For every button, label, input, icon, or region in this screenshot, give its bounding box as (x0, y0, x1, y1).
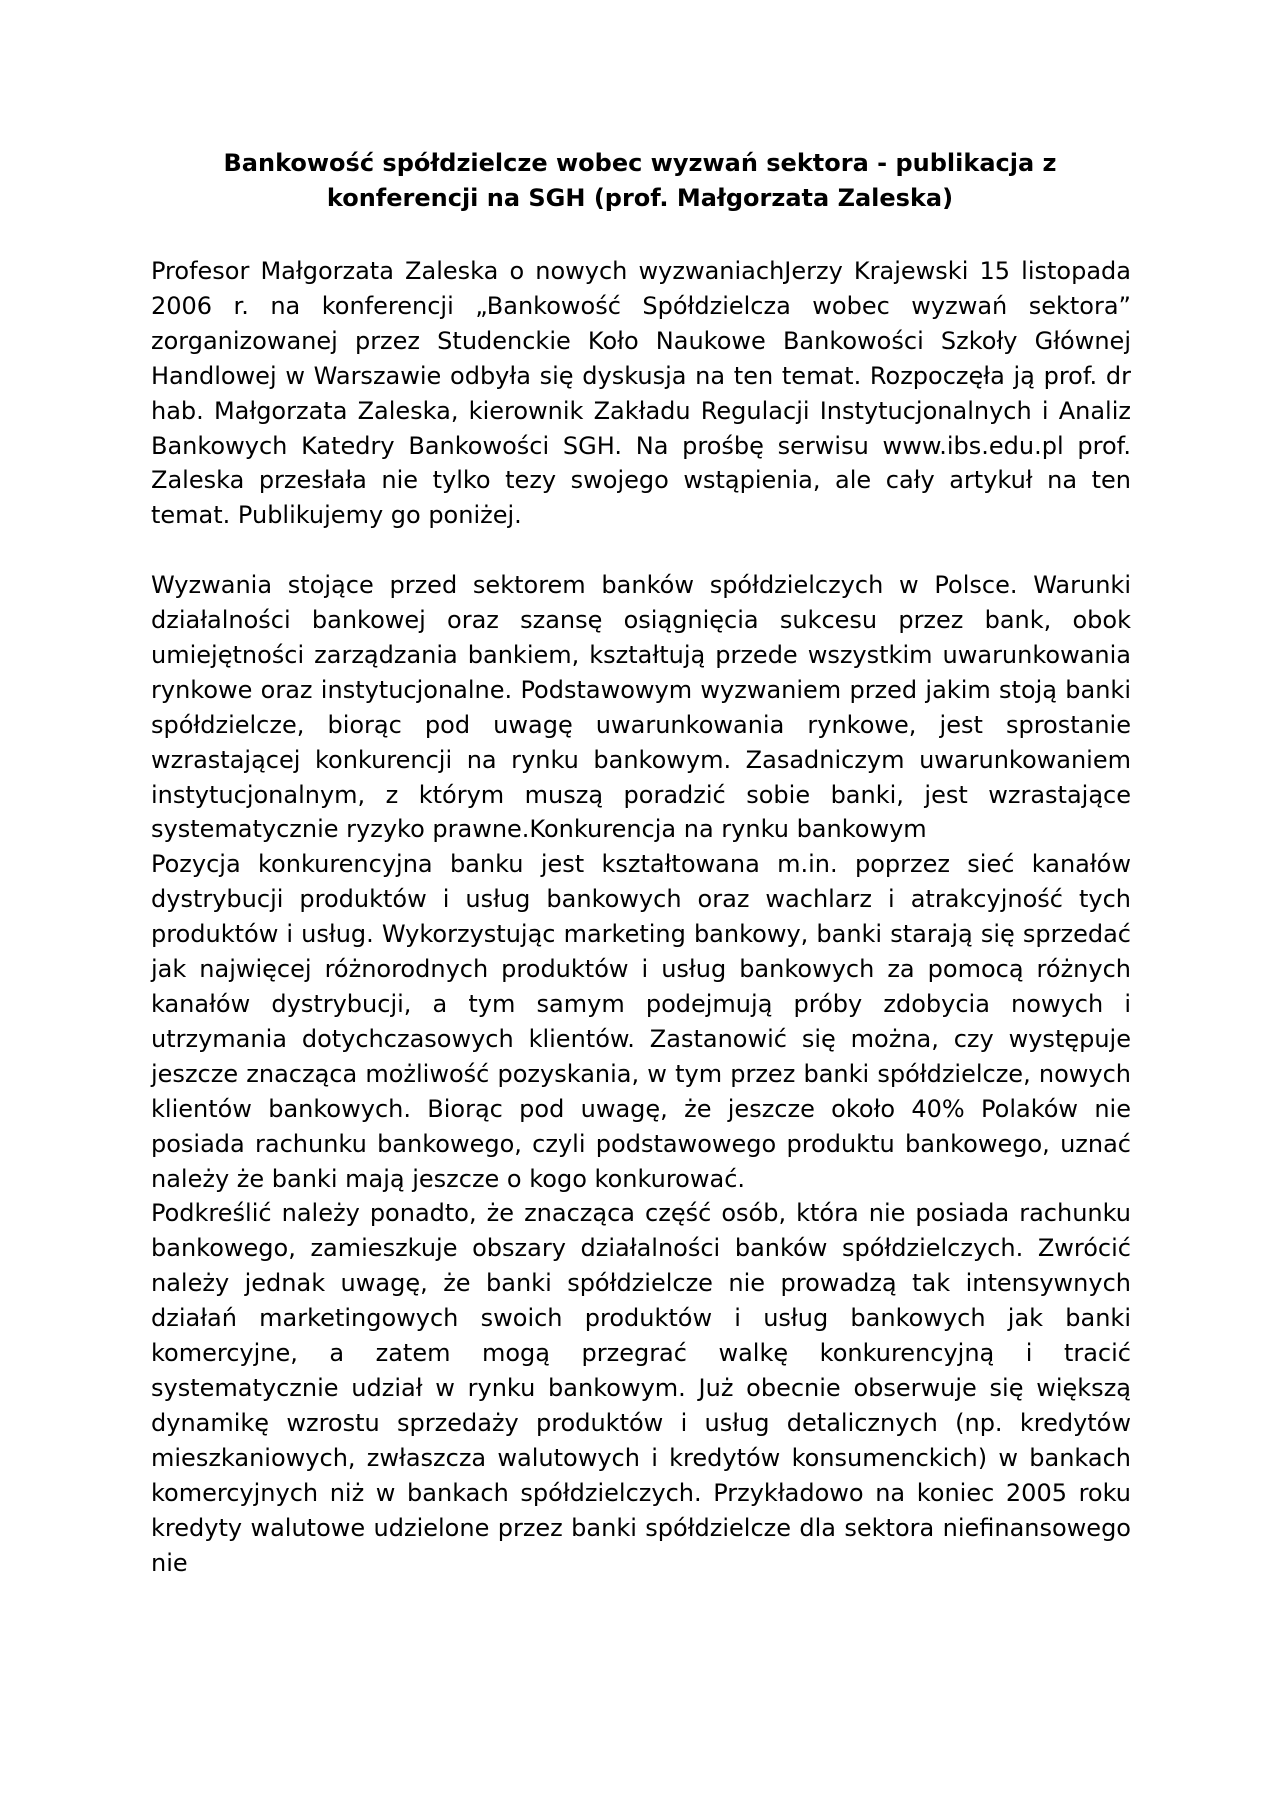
paragraph-competitive-position: Pozycja konkurencyjna banku jest kształtowana m.in. poprzez sieć kanałów dystrybucji produktów i usług bankowych oraz wachlarz i atrakcyjność tych produktów i usług. Wykorzystując marketing bankowy, banki starają się sprzedać jak najwięcej różnorodnych produktów i usług bankowych za pomocą różnych kanałów dystrybucji, a tym samym podejmują próby zdobycia nowych i utrzymania dotychczasowych klientów. Zastanowić się można, czy występuje jeszcze znacząca możliwość pozyskania, w tym przez banki spółdzielcze, nowych klientów bankowych. Biorąc pod uwagę, że jeszcze około 40% Polaków nie posiada rachunku bankowego, czyli podstawowego produktu bankowego, uznać należy że banki mają jeszcze o kogo konkurować. (151, 850, 1131, 1193)
document-body (151, 254, 1131, 1580)
document-title: Bankowość spółdzielcze wobec wyzwań sektora - publikacja z konferencji na SGH (prof. Małgorzata Zaleska) (223, 149, 1057, 212)
paragraph-intro: Profesor Małgorzata Zaleska o nowych wyzwaniachJerzy Krajewski 15 listopada 2006 r. na konferencji „Bankowość Spółdzielcza wobec wyzwań sektora” zorganizowanej przez Studenckie Koło Naukowe Bankowości Szkoły Głównej Handlowej w Warszawie odbyła się dyskusja na ten temat. Rozpoczęła ją prof. dr hab. Małgorzata Zaleska, kierownik Zakładu Regulacji Instytucjonalnych i Analiz Bankowych Katedry Bankowości SGH. Na prośbę serwisu www.ibs.edu.pl prof. Zaleska przesłała nie tylko tezy swojego wstąpienia, ale cały artykuł na ten temat. Publikujemy go poniżej. (151, 257, 1131, 530)
paragraph-challenges: Wyzwania stojące przed sektorem banków spółdzielczych w Polsce. Warunki działalności bankowej oraz szansę osiągnięcia sukcesu przez bank, obok umiejętności zarządzania bankiem, kształtują przede wszystkim uwarunkowania rynkowe oraz instytucjonalne. Podstawowym wyzwaniem przed jakim stoją banki spółdzielcze, biorąc pod uwagę uwarunkowania rynkowe, jest sprostanie wzrastającej konkurencji na rynku bankowym. Zasadniczym uwarunkowaniem instytucjonalnym, z którym muszą poradzić sobie banki, jest wzrastające systematycznie ryzyko prawne.Konkurencja na rynku bankowym (151, 571, 1131, 844)
paragraph-marketing: Podkreślić należy ponadto, że znacząca część osób, która nie posiada rachunku bankowego, zamieszkuje obszary działalności banków spółdzielczych. Zwrócić należy jednak uwagę, że banki spółdzielcze nie prowadzą tak intensywnych działań marketingowych swoich produktów i usług bankowych jak banki komercyjne, a zatem mogą przegrać walkę konkurencyjną i tracić systematycznie udział w rynku bankowym. Już obecnie obserwuje się większą dynamikę wzrostu sprzedaży produktów i usług detalicznych (np. kredytów mieszkaniowych, zwłaszcza walutowych i kredytów konsumenckich) w bankach komercyjnych niż w bankach spółdzielczych. Przykładowo na koniec 2005 roku kredyty walutowe udzielone przez banki spółdzielcze dla sektora niefinansowego nie (151, 1199, 1131, 1577)
